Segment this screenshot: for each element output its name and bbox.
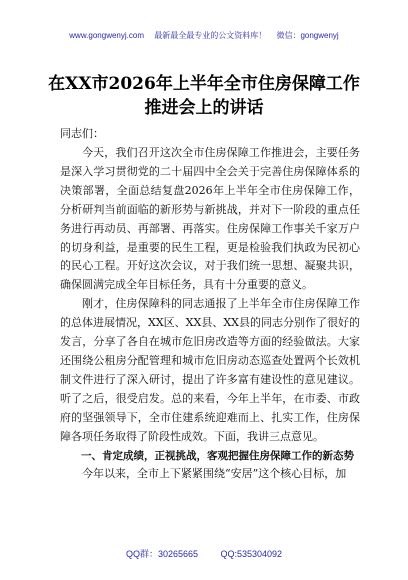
paragraph-2: 刚才，住房保障科的同志通报了上半年全市住房保障工作的总体进展情况，XX区、XX县、XX县的同志分别作了很好的发言，分享了各自在城市危旧房改造等方面的经验做法。大家还围绕公租房分配管理和城市危旧房动态巡查处置两个长效机制文件进行了深入研讨，提出了许多富有建设性的意见建议。听了之后，很受启发。总的来看，今年上半年，在市委、市政府的坚强领导下，全市住建系统迎难而上、扎实工作，住房保障各项任务取得了阶段性成效。下面，我讲三点意见。	[60, 297, 360, 443]
paragraph-3: 今年以来，全市上下紧紧围绕“安居”这个核心目标，加	[82, 467, 347, 481]
header-wechat: 微信：gongwenyj	[276, 31, 339, 40]
footer-qq-group: QQ群：30265665	[125, 549, 198, 559]
page-footer	[0, 547, 408, 560]
header-site-link[interactable]: www.gongwenyj.com	[69, 31, 144, 40]
page-header	[0, 30, 408, 41]
section-heading-1: 一、肯定成绩，正视挑战，客观把握住房保障工作的新态势	[81, 449, 354, 462]
document-body	[60, 144, 360, 484]
document-title-line2: 推进会上的讲话	[144, 98, 264, 118]
document-title	[40, 72, 368, 120]
salutation: 同志们：	[60, 127, 104, 140]
paragraph-1: 今天，我们召开这次全市住房保障工作推进会，主要任务是深入学习贯彻党的二十届四中全会关于完善住房保障体系的决策部署，全面总结复盘2026年上半年全市住房保障工作，分析研判当前面临的新形势与新挑战，并对下一阶段的重点任务进行再动员、再部署、再落实。住房保障工作事关千家万户的切身利益，是重要的民生工程，更是检验我们执政为民初心的民心工程。开好这次会议，对于我们统一思想、凝聚共识，确保圆满完成全年目标任务，具有十分重要的意义。	[60, 146, 360, 292]
footer-qq: QQ:535304092	[220, 549, 283, 559]
document-title-line1: 在XX市2026年上半年全市住房保障工作	[48, 74, 360, 94]
header-slogan: 最新最全最专业的公文资料库！	[154, 31, 267, 40]
